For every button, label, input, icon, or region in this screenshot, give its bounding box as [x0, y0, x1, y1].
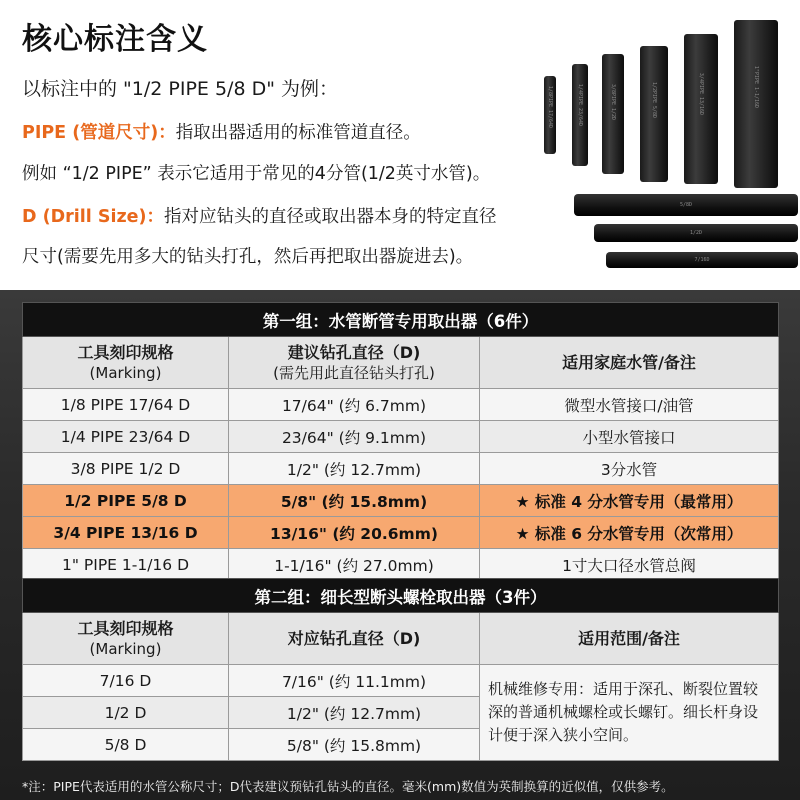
- group2-header-note: 适用范围/备注: [480, 613, 779, 665]
- pipe-text: 指取出器适用的标准管道直径。: [175, 123, 421, 143]
- note-cell: 小型水管接口: [480, 421, 779, 453]
- group1-header-note: 适用家庭水管/备注: [480, 337, 779, 389]
- drill-cell: 13/16" (约 20.6mm): [229, 517, 480, 549]
- note-cell: ★ 标准 4 分水管专用（最常用）: [480, 485, 779, 517]
- group1-header-marking: 工具刻印规格 (Marking): [23, 337, 229, 389]
- extractor-bit-1: 1/8PIPE 17/64D: [544, 76, 556, 154]
- table-row: [23, 665, 779, 697]
- marking-cell: 3/4 PIPE 13/16 D: [23, 517, 229, 549]
- group2-title: 第二组：细长型断头螺栓取出器（3件）: [23, 579, 779, 613]
- group1-table: [22, 302, 779, 581]
- drill-cell: 1/2" (约 12.7mm): [229, 453, 480, 485]
- drill-definition-continued: 尺寸(需要先用多大的钻头打孔，然后再把取出器旋进去)。: [22, 247, 474, 267]
- drill-cell: 1-1/16" (约 27.0mm): [229, 549, 480, 581]
- group2-header-marking: 工具刻印规格 (Marking): [23, 613, 229, 665]
- note-cell: 3分水管: [480, 453, 779, 485]
- group1-header-drill: 建议钻孔直径（D) (需先用此直径钻头打孔): [229, 337, 480, 389]
- drill-cell: 5/8" (约 15.8mm): [229, 485, 480, 517]
- marking-cell: 1" PIPE 1-1/16 D: [23, 549, 229, 581]
- table-row: [23, 453, 779, 485]
- group1-header-row: [23, 337, 779, 389]
- group2-table: [22, 578, 779, 761]
- bolt-extractor-3: 7/16D: [606, 252, 798, 268]
- pipe-example: 例如 “1/2 PIPE” 表示它适用于常见的4分管(1/2英寸水管)。: [22, 164, 491, 184]
- note-cell: 微型水管接口/油管: [480, 389, 779, 421]
- drill-cell: 1/2" (约 12.7mm): [229, 697, 480, 729]
- marking-cell: 5/8 D: [23, 729, 229, 761]
- extractor-bit-5: 3/4PIPE 13/16D: [684, 34, 718, 184]
- page-title: 核心标注含义: [22, 22, 208, 57]
- extractor-tools-illustration: [530, 20, 800, 290]
- bolt-extractor-1: 5/8D: [574, 194, 798, 216]
- pipe-definition: [22, 119, 421, 144]
- group2-note: 机械维修专用：适用于深孔、断裂位置较深的普通机械螺栓或长螺钉。细长杆身设计便于深入狭小空间。: [480, 665, 779, 761]
- extractor-bit-2: 1/4PIPE 23/64D: [572, 64, 588, 166]
- drill-cell: 7/16" (约 11.1mm): [229, 665, 480, 697]
- drill-cell: 5/8" (约 15.8mm): [229, 729, 480, 761]
- extractor-bit-4: 1/2PIPE 5/8D: [640, 46, 668, 182]
- bolt-extractor-2: 1/2D: [594, 224, 798, 242]
- table-row: [23, 389, 779, 421]
- marking-cell: 7/16 D: [23, 665, 229, 697]
- example-line: 以标注中的 "1/2 PIPE 5/8 D" 为例：: [22, 78, 338, 100]
- table-row-highlighted: [23, 485, 779, 517]
- note-cell: 1寸大口径水管总阀: [480, 549, 779, 581]
- marking-cell: 1/2 D: [23, 697, 229, 729]
- spec-tables-section: [0, 290, 800, 800]
- group2-header-row: [23, 613, 779, 665]
- d-label: D (Drill Size)：: [22, 207, 165, 227]
- intro-section: [0, 0, 800, 290]
- drill-cell: 17/64" (约 6.7mm): [229, 389, 480, 421]
- extractor-bit-6: 1"PIPE 1-1/16D: [734, 20, 778, 188]
- table-row-highlighted: [23, 517, 779, 549]
- marking-cell: 3/8 PIPE 1/2 D: [23, 453, 229, 485]
- drill-cell: 23/64" (约 9.1mm): [229, 421, 480, 453]
- pipe-label: PIPE (管道尺寸)：: [22, 123, 176, 143]
- drill-definition: [22, 203, 497, 228]
- marking-cell: 1/2 PIPE 5/8 D: [23, 485, 229, 517]
- marking-cell: 1/8 PIPE 17/64 D: [23, 389, 229, 421]
- d-text: 指对应钻头的直径或取出器本身的特定直径: [164, 207, 497, 227]
- footnote: *注：PIPE代表适用的水管公称尺寸；D代表建议预钻孔钻头的直径。毫米(mm)数值为英制换算的近似值，仅供参考。: [22, 779, 674, 794]
- table-row: [23, 549, 779, 581]
- group2-header-drill: 对应钻孔直径（D): [229, 613, 480, 665]
- marking-cell: 1/4 PIPE 23/64 D: [23, 421, 229, 453]
- group1-title: 第一组：水管断管专用取出器（6件）: [23, 303, 779, 337]
- table-row: [23, 421, 779, 453]
- extractor-bit-3: 3/8PIPE 1/2D: [602, 54, 624, 174]
- note-cell: ★ 标准 6 分水管专用（次常用）: [480, 517, 779, 549]
